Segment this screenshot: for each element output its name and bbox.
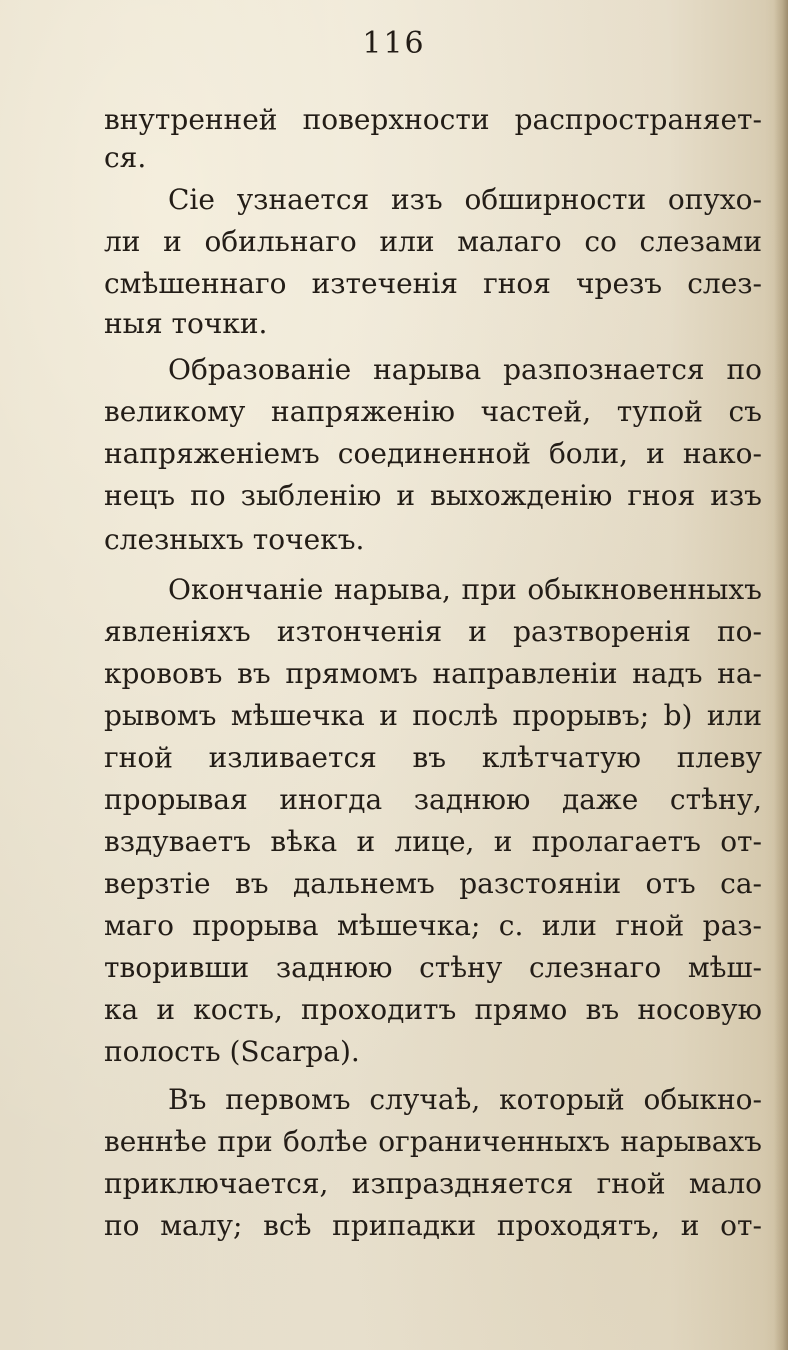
text-line: нецъ по зыбленiю и выхожденiю гноя изъ <box>104 479 762 512</box>
text-line: смѣшеннаго изтеченiя гноя чрезъ слез- <box>104 267 762 300</box>
text-line: ся. <box>104 141 147 174</box>
text-line: маго прорыва мѣшечка; с. или гной раз- <box>104 909 762 942</box>
text-line: Въ первомъ случаѣ, который обыкно- <box>168 1083 762 1116</box>
text-line: крововъ въ прямомъ направленiи надъ на- <box>104 657 762 690</box>
text-line: полость (Scarpa). <box>104 1035 360 1068</box>
text-line: рывомъ мѣшечка и послѣ прорывъ; b) или <box>104 699 762 732</box>
text-line: веннѣе при болѣе ограниченныхъ нарывахъ <box>104 1125 762 1158</box>
page-number: 116 <box>362 26 426 61</box>
text-line: Окончанiе нарыва, при обыкновенныхъ <box>168 573 762 606</box>
page-edge-shadow <box>774 0 788 1350</box>
text-line: Образованiе нарыва разпознается по <box>168 353 762 386</box>
text-line: явленiяхъ изтонченiя и разтворенiя по- <box>104 615 762 648</box>
text-line: напряженiемъ соединенной боли, и нако- <box>104 437 762 470</box>
text-line: ли и обильнаго или малаго со слезами <box>104 225 762 258</box>
text-line: верзтiе въ дальнемъ разстоянiи отъ са- <box>104 867 762 900</box>
text-line: внутренней поверхности распространяет- <box>104 103 762 136</box>
text-line: великому напряженiю частей, тупой съ <box>104 395 762 428</box>
text-line: ныя точки. <box>104 307 268 340</box>
text-line: приключается, изпраздняется гной мало <box>104 1167 762 1200</box>
text-line: по малу; всѣ припадки проходятъ, и от- <box>104 1209 762 1242</box>
text-line: ка и кость, проходитъ прямо въ носовую <box>104 993 762 1026</box>
text-line: прорывая иногда заднюю даже стѣну, <box>104 783 762 816</box>
text-line: слезныхъ точекъ. <box>104 523 365 556</box>
text-line: Сiе узнается изъ обширности опухо- <box>168 183 762 216</box>
text-line: творивши заднюю стѣну слезнаго мѣш- <box>104 951 762 984</box>
text-line: вздуваетъ вѣка и лице, и пролагаетъ от- <box>104 825 762 858</box>
text-line: гной изливается въ клѣтчатую плеву <box>104 741 762 774</box>
